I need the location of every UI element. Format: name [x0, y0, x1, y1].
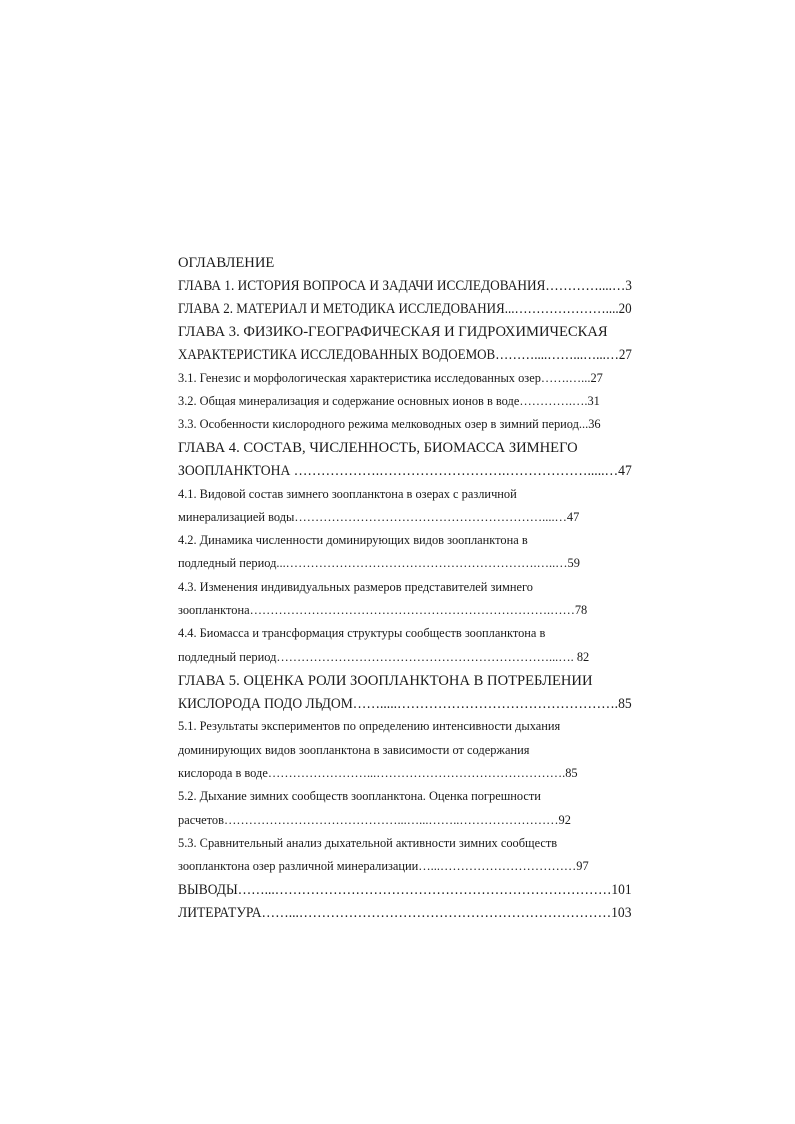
toc-chapter-2: ГЛАВА 2. МАТЕРИАЛ И МЕТОДИКА ИССЛЕДОВАНИЯ...…………………....20	[178, 301, 632, 317]
toc-section-4-3: 4.3. Изменения индивидуальных размеров представителей зимнего	[178, 580, 533, 594]
toc-chapter-3-cont: ХАРАКТЕРИСТИКА ИССЛЕДОВАННЫХ ВОДОЕМОВ………....……...…...…27	[178, 347, 632, 363]
toc-heading: ОГЛАВЛЕНИЕ	[178, 255, 275, 271]
toc-section-4-4-cont: подледный период…………………………………………………………...…. 82	[178, 650, 590, 664]
toc-section-4-2: 4.2. Динамика численности доминирующих видов зоопланктона в	[178, 533, 528, 547]
toc-chapter-4: ГЛАВА 4. СОСТАВ, ЧИСЛЕННОСТЬ, БИОМАССА ЗИМНЕГО	[178, 440, 578, 456]
toc-section-3-3: 3.3. Особенности кислородного режима мелководных озер в зимний период...36	[178, 417, 601, 431]
toc-section-5-3: 5.3. Сравнительный анализ дыхательной активности зимних сообществ	[178, 836, 558, 850]
toc-chapter-3: ГЛАВА 3. ФИЗИКО-ГЕОГРАФИЧЕСКАЯ И ГИДРОХИМИЧЕСКАЯ	[178, 324, 608, 340]
toc-section-5-2: 5.2. Дыхание зимних сообществ зоопланктона. Оценка погрешности	[178, 789, 541, 803]
toc-chapter-5: ГЛАВА 5. ОЦЕНКА РОЛИ ЗООПЛАНКТОНА В ПОТРЕБЛЕНИИ	[178, 673, 593, 689]
toc-section-3-2: 3.2. Общая минерализация и содержание основных ионов в воде………….….31	[178, 394, 600, 408]
toc-section-5-1-cont-2: кислорода в воде……………………...……………………………………….85	[178, 766, 578, 780]
toc-section-3-1: 3.1. Генезис и морфологическая характеристика исследованных озер…….…...27	[178, 371, 603, 385]
toc-chapter-5-cont: КИСЛОРОДА ПОДО ЛЬДОМ…….....………………………………………….85	[178, 696, 632, 712]
toc-section-4-3-cont: зоопланктона……………………………………………………………….……78	[178, 603, 588, 617]
toc-chapter-4-cont: ЗООПЛАНКТОНА ……………….……………………….……………….....…47	[178, 463, 632, 479]
toc-section-4-1: 4.1. Видовой состав зимнего зоопланктона в озерах с различной	[178, 487, 517, 501]
toc-references: ЛИТЕРАТУРА……...……………………………………………………………103	[178, 905, 632, 921]
toc-chapter-1: ГЛАВА 1. ИСТОРИЯ ВОПРОСА И ЗАДАЧИ ИССЛЕДОВАНИЯ…………....…3	[178, 278, 632, 294]
toc-section-4-2-cont: подледный период...…………………………………………………….…..…59	[178, 556, 580, 570]
toc-section-5-3-cont: зоопланктона озер различной минерализации…...……………………………97	[178, 859, 589, 873]
toc-conclusions: ВЫВОДЫ……...…………………………………………………………………101	[178, 882, 632, 898]
toc-section-5-1-cont: доминирующих видов зоопланктона в зависимости от содержания	[178, 743, 530, 757]
toc-section-5-2-cont: расчетов……………………………………...…...……..……………………92	[178, 813, 571, 827]
toc-section-4-4: 4.4. Биомасса и трансформация структуры сообществ зоопланктона в	[178, 626, 546, 640]
toc-section-4-1-cont: минерализацией воды……………………………………………………....…47	[178, 510, 580, 524]
toc-section-5-1: 5.1. Результаты экспериментов по определению интенсивности дыхания	[178, 719, 561, 733]
